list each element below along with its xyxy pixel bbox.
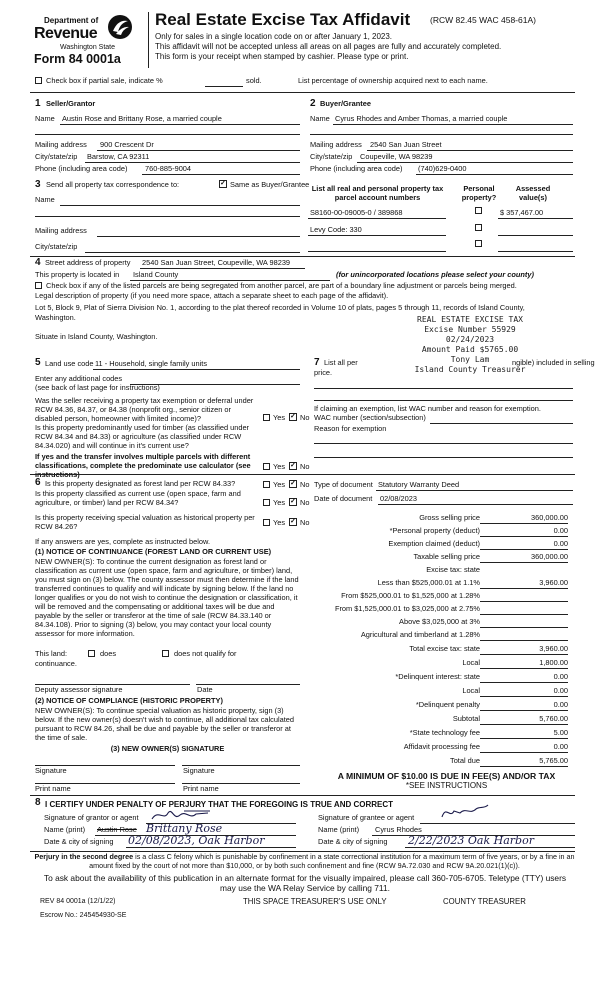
calc-label-14: *Delinquent penalty (415, 700, 480, 709)
calc-label-17: Affidavit processing fee (403, 742, 480, 751)
header-note-1: Only for sales in a single location code on or after January 1, 2023. (155, 32, 393, 41)
stamp-line-2: Excise Number 55929 (424, 325, 516, 334)
forest-land-question: Is this property designated as forest land per RCW 84.33? (45, 479, 236, 488)
calc-value-14[interactable]: 0.00 (480, 701, 568, 711)
calc-value-6[interactable] (480, 592, 568, 602)
located-label: This property is located in (35, 270, 120, 279)
q2-yes-label: Yes (273, 462, 286, 471)
buyer-mail-label: Mailing address (310, 140, 362, 149)
q1-yes-label: Yes (273, 413, 286, 422)
perjury-notice (32, 853, 577, 870)
seller-mail[interactable]: 900 Crescent Dr (100, 140, 154, 149)
revenue-logo-icon (107, 14, 133, 40)
segregated-label: Check box if any of the listed parcels are being segregated from another parcel, are part of a boundary line adjustment or parcels being merged. (46, 281, 517, 290)
partial-sale-checkbox[interactable] (35, 77, 42, 84)
notice-compliance-body: NEW OWNER(S): To continue special valuation as historic property, sign (3) below. If the new owner(s) doesn't wish to continue, all additional tax calculated pursuant to RCW 84.26, shall be due and payable by the seller or transferor at the time of sale. (35, 706, 295, 742)
personal-property-column-header: Personal property? (461, 184, 497, 202)
calc-value-12[interactable]: 0.00 (480, 673, 568, 683)
calc-value-7[interactable] (480, 605, 568, 615)
owner-signature-label-1: Signature (35, 766, 67, 775)
stamp-line-1: REAL ESTATE EXCISE TAX (417, 315, 523, 324)
calc-value-3[interactable]: 360,000.00 (480, 553, 568, 563)
calc-value-10[interactable]: 3,960.00 (480, 645, 568, 655)
unincorporated-note: (for unincorporated locations please select your county) (336, 270, 534, 279)
ownership-note: List percentage of ownership acquired next to each name. (298, 76, 488, 85)
additional-codes-note: (see back of last page for instructions) (35, 383, 160, 392)
agency-line1: Department of (44, 16, 99, 25)
section-8-number: 8 (35, 797, 41, 808)
segregated-checkbox[interactable] (35, 282, 42, 289)
current-use-yes-label: Yes (273, 498, 286, 507)
same-as-buyer-checkbox[interactable]: ✓ (220, 180, 226, 187)
personal-property-checkbox-1[interactable] (475, 207, 482, 214)
seller-name-label: Name (35, 114, 55, 123)
calc-value-15[interactable]: 5,760.00 (480, 715, 568, 725)
calc-label-7: From $1,525,000.01 to $3,025,000 at 2.75% (334, 604, 480, 613)
calc-value-1[interactable]: 0.00 (480, 527, 568, 537)
calc-label-10: Total excise tax: state (409, 644, 480, 653)
grantee-name-label: Name (print) (318, 825, 360, 834)
document-date[interactable]: 02/08/2023 (380, 494, 417, 503)
grantee-date-handwritten[interactable]: 2/22/2023 Oak Harbor (408, 834, 534, 847)
calc-label-1: *Personal property (deduct) (389, 526, 480, 535)
q1-yes-checkbox[interactable] (263, 414, 270, 421)
grantor-name-handwritten[interactable]: Brittany Rose (146, 822, 223, 835)
personal-property-checkbox-3[interactable] (475, 240, 482, 247)
see-instructions: *SEE INSTRUCTIONS (405, 781, 488, 790)
calc-label-0: Gross selling price (419, 513, 480, 522)
document-date-label: Date of document (314, 494, 373, 503)
historic-yes-label: Yes (273, 518, 286, 527)
calc-value-8[interactable] (480, 618, 568, 628)
deputy-date-label: Date (197, 685, 213, 694)
calc-label-6: From $525,000.01 to $1,525,000 at 1.28% (341, 591, 480, 600)
does-label: does (100, 649, 117, 658)
grantor-name-struck: Austin Rose (97, 825, 137, 834)
land-use-code[interactable]: 11 - Household, single family units (95, 359, 208, 368)
legal-desc-line1[interactable]: Lot 5, Block 9, Plat of Sierra Division No. 1, according to the plat thereof recorded in Volume 10 of plats, pages 5 through 11, records of Island County, (35, 303, 525, 312)
current-use-yes-checkbox[interactable] (263, 499, 270, 506)
calc-label-16: *State technology fee (409, 728, 480, 737)
notice-continuance-title: (1) NOTICE OF CONTINUANCE (FOREST LAND OR CURRENT USE) (35, 547, 272, 556)
buyer-city-label: City/state/zip (310, 152, 353, 161)
grantee-name[interactable]: Cyrus Rhodes (375, 825, 422, 834)
treasurer-use-only: THIS SPACE TREASURER'S USE ONLY (243, 897, 387, 906)
calc-value-18[interactable]: 5,765.00 (480, 757, 568, 767)
legal-desc-line3[interactable]: Situate in Island County, Washington. (35, 332, 158, 341)
perjury-text: is a class C felony which is punishable by confinement in a state correctional institution for a maximum term of five years, or by a fine in an amount fixed by the court of not more than $10,000, or by both such confinement and fine (RCW 9A.72.030 and RCW 9A.20.021(1)(c)). (89, 852, 575, 870)
calc-value-9[interactable] (480, 631, 568, 641)
grantor-date-handwritten[interactable]: 02/08/2023, Oak Harbor (128, 834, 265, 847)
stamp-line-4: Amount Paid $5765.00 (421, 345, 519, 354)
escrow-number: Escrow No.: 245454930-SE (40, 912, 127, 919)
continuance-label: continuance. (35, 659, 77, 668)
assessed-value-column-header: Assessed value(s) (515, 184, 551, 202)
calc-label-13: Local (462, 686, 480, 695)
document-type-label: Type of document (314, 480, 373, 489)
wac-number-label: WAC number (section/subsection) (314, 413, 426, 422)
q1-no-checkbox[interactable]: ✓ (290, 413, 296, 420)
legal-desc-line2[interactable]: Washington. (35, 313, 76, 322)
exemption-question: If claiming an exemption, list WAC number and reason for exemption. (314, 404, 541, 413)
section-5-number: 5 (35, 357, 41, 368)
section-3-number: 3 (35, 179, 41, 190)
grantee-date-label: Date & city of signing (318, 837, 388, 846)
header-note-2: This affidavit will not be accepted unless all areas on all pages are fully and accurately completed. (155, 42, 502, 51)
calc-label-15: Subtotal (452, 714, 480, 723)
historic-no-label: No (300, 518, 310, 527)
calc-label-9: Agricultural and timberland at 1.28% (360, 630, 480, 639)
notice-compliance-title: (2) NOTICE OF COMPLIANCE (HISTORIC PROPERTY) (35, 696, 223, 705)
calc-value-0[interactable]: 360,000.00 (480, 514, 568, 524)
buyer-name[interactable]: Cyrus Rhodes and Amber Thomas, a married couple (335, 114, 508, 123)
does-qualify-checkbox[interactable] (88, 650, 95, 657)
personal-property-label-a: List all per (324, 358, 358, 367)
parcel-number-1[interactable]: S8160-00-09005-0 / 389868 (310, 208, 403, 217)
partial-sale-label: Check box if partial sale, indicate % (46, 76, 163, 85)
grantor-signature-scribble (150, 807, 220, 823)
owner-signature-label-2: Signature (183, 766, 215, 775)
correspondence-mail-label: Mailing address (35, 226, 87, 235)
owner-print-name-label-1: Print name (35, 784, 71, 793)
owner-print-name-label-2: Print name (183, 784, 219, 793)
stamp-line-5: Tony Lam (450, 355, 490, 364)
form-title: Real Estate Excise Tax Affidavit (155, 10, 411, 29)
personal-property-label-c: price. (314, 368, 333, 377)
calc-label-4: Excise tax: state (426, 565, 480, 574)
timber-agriculture-question: Is this property predominantly used for timber (as classified under RCW 84.34 and 84.33) or agriculture (as classified under RCW 84.34.020) and will continue in it's current use? (35, 423, 250, 450)
header-note-3: This form is your receipt when stamped by cashier. Please type or print. (155, 52, 409, 61)
grantor-name-label: Name (print) (44, 825, 86, 834)
calc-value-2[interactable]: 0.00 (480, 540, 568, 550)
seller-city[interactable]: Barstow, CA 92311 (87, 152, 150, 161)
grantee-signature-label: Signature of grantee or agent (318, 813, 415, 822)
calc-value-5[interactable]: 3,960.00 (480, 579, 568, 589)
does-not-label: does not qualify for (174, 649, 237, 658)
personal-property-checkbox-2[interactable] (475, 224, 482, 231)
grantor-date-label: Date & city of signing (44, 837, 114, 846)
current-use-question: Is this property classified as current use (open space, farm and agriculture, or timber) land per RCW 84.34? (35, 489, 241, 507)
additional-codes-label: Enter any additional codes (35, 374, 123, 383)
calc-value-17[interactable]: 0.00 (480, 743, 568, 753)
street-label: Street address of property (45, 258, 131, 267)
seller-heading: Seller/Grantor (46, 99, 96, 108)
exemption-reason-label: Reason for exemption (314, 424, 387, 433)
historic-yes-checkbox[interactable] (263, 519, 270, 526)
does-not-qualify-checkbox[interactable] (162, 650, 169, 657)
same-as-buyer-label: Same as Buyer/Grantee (230, 180, 310, 189)
agency-line2: Revenue (34, 25, 98, 42)
calc-label-8: Above $3,025,000 at 3% (399, 617, 480, 626)
exemption-deferral-question: Was the seller receiving a property tax exemption or deferral under RCW 84.36, 84.37, or 84.38 (nonprofit org., senior citizen or disabled person, homeowner with limited income)? (35, 396, 254, 423)
q2-yes-checkbox[interactable] (263, 463, 270, 470)
section-1-number: 1 (35, 98, 41, 109)
calc-value-11[interactable]: 1,800.00 (480, 659, 568, 669)
calc-value-16[interactable]: 5.00 (480, 729, 568, 739)
minimum-due-notice: A MINIMUM OF $10.00 IS DUE IN FEE(S) AND/OR TAX (337, 771, 556, 781)
property-street[interactable]: 2540 San Juan Street, Coupeville, WA 98239 (142, 258, 291, 267)
stamp-line-3: 02/24/2023 (445, 335, 495, 344)
notice-continuance-body: NEW OWNER(S): To continue the current designation as forest land or classification as current use (open space, farm and agriculture, or timber) land, you must sign on (3) below. The county assessor must then determine if the land transferred continues to qualify and will indicate by signing below. If the land no longer qualifies or you do not wish to continue the designation or classification, it will be removed and the compensating or additional taxes will be due and payable by the seller or transferor at the time of sale (RCW 84.33.140 or 84.34.108). Prior to signing (3) below, you may contact your local county assessor for more information. (35, 557, 299, 638)
grantee-signature-scribble (440, 803, 490, 821)
agency-line3: Washington State (60, 44, 115, 51)
calc-label-12: *Delinquent interest: state (395, 672, 480, 681)
county-treasurer: COUNTY TREASURER (443, 897, 526, 906)
section-6-number: 6 (35, 477, 41, 488)
calc-label-11: Local (462, 658, 480, 667)
current-use-no-label: No (300, 498, 310, 507)
document-type[interactable]: Statutory Warranty Deed (378, 480, 460, 489)
if-yes-note: If any answers are yes, complete as instructed below. (35, 537, 210, 546)
q1-no-label: No (300, 413, 310, 422)
section-2-number: 2 (310, 98, 316, 109)
forest-no-checkbox[interactable]: ✓ (290, 480, 296, 487)
seller-name[interactable]: Austin Rose and Brittany Rose, a married couple (62, 114, 222, 123)
correspondence-name-label: Name (35, 195, 55, 204)
buyer-phone[interactable]: (740)629-0400 (418, 164, 467, 173)
assessed-value-1[interactable]: $ 357,467.00 (500, 208, 544, 217)
calc-label-5: Less than $525,000.01 at 1.1% (377, 578, 480, 587)
historic-property-question: Is this property receiving special valuation as historical property per RCW 84.26? (35, 513, 255, 531)
grantor-signature-label: Signature of grantor or agent (44, 813, 139, 822)
property-county[interactable]: Island County (133, 270, 179, 279)
availability-notice: To ask about the availability of this publication in an alternate format for the visually impaired, please call 360-705-6705. Teletype (TTY) users may use the WA Relay Service by calling 711. (43, 873, 567, 894)
partial-sale-sold: sold. (246, 76, 262, 85)
buyer-name-label: Name (310, 114, 330, 123)
buyer-mail[interactable]: 2540 San Juan Street (370, 140, 442, 149)
buyer-phone-label: Phone (including area code) (310, 164, 403, 173)
revision-number: REV 84 0001a (12/1/22) (40, 898, 116, 905)
parcel-column-header: List all real and personal property tax parcel account numbers (311, 184, 444, 202)
land-use-label: Land use code (45, 359, 94, 368)
forest-yes-checkbox[interactable] (263, 481, 270, 488)
section-7-number: 7 (314, 357, 320, 368)
seller-mail-label: Mailing address (35, 140, 87, 149)
legal-desc-note: Legal description of property (if you need more space, attach a separate sheet to each page of the affidavit). (35, 291, 389, 300)
calc-label-18: Total due (450, 756, 480, 765)
deputy-assessor-signature-label: Deputy assessor signature (35, 685, 123, 694)
correspondence-city-label: City/state/zip (35, 242, 78, 251)
calc-label-2: Exemption claimed (deduct) (388, 539, 480, 548)
section-4-number: 4 (35, 257, 41, 268)
q2-no-checkbox[interactable]: ✓ (290, 462, 296, 469)
predominate-use-note: If yes and the transfer involves multiple parcels with different classifications, complete the predominate use calculator (see instructions) (35, 452, 251, 479)
calc-label-3: Taxable selling price (413, 552, 480, 561)
forest-yes-label: Yes (273, 480, 286, 489)
this-land-label: This land: (35, 649, 68, 658)
certify-heading: I CERTIFY UNDER PENALTY OF PERJURY THAT THE FOREGOING IS TRUE AND CORRECT (45, 800, 394, 809)
levy-code[interactable]: Levy Code: 330 (310, 225, 362, 234)
buyer-heading: Buyer/Grantee (320, 99, 371, 108)
rcw-reference: (RCW 82.45 WAC 458-61A) (430, 15, 536, 25)
form-number: Form 84 0001a (34, 52, 121, 66)
buyer-city[interactable]: Coupeville, WA 98239 (360, 152, 433, 161)
seller-phone-label: Phone (including area code) (35, 164, 128, 173)
stamp-line-6: Island County Treasurer (414, 365, 526, 374)
perjury-bold: Perjury in the second degree (34, 852, 134, 861)
historic-no-checkbox[interactable]: ✓ (290, 518, 296, 525)
forest-no-label: No (300, 480, 310, 489)
seller-city-label: City/state/zip (35, 152, 78, 161)
current-use-no-checkbox[interactable]: ✓ (290, 498, 296, 505)
calc-value-13[interactable]: 0.00 (480, 687, 568, 697)
new-owner-signature-title: (3) NEW OWNER(S) SIGNATURE (110, 744, 225, 753)
personal-property-label-b: ngible) included in selling (512, 358, 595, 367)
seller-phone[interactable]: 760-885-9004 (145, 164, 192, 173)
correspondence-label: Send all property tax correspondence to: (46, 180, 180, 189)
q2-no-label: No (300, 462, 310, 471)
